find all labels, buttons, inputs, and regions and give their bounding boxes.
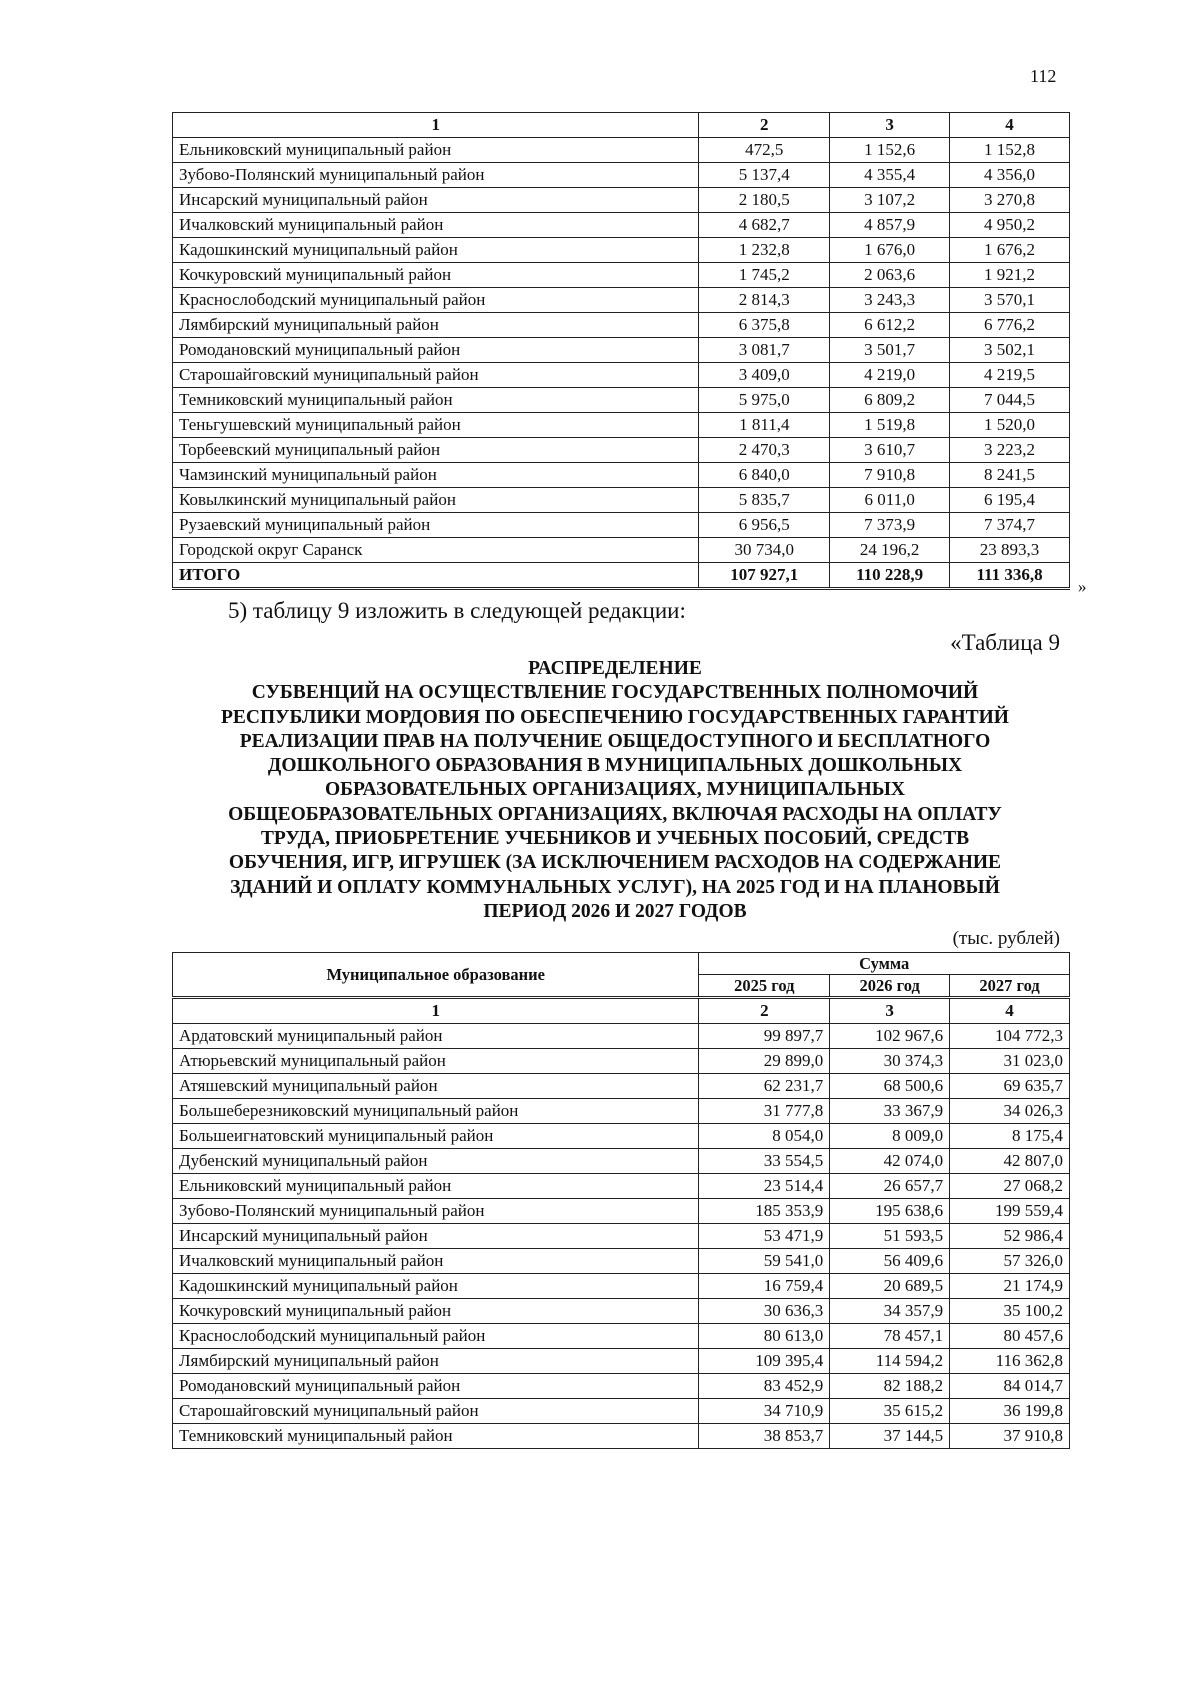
municipality-name: Большеберезниковский муниципальный район [173, 1099, 699, 1124]
amount-cell: 24 196,2 [830, 538, 950, 563]
amount-cell: 3 409,0 [699, 363, 830, 388]
amount-cell: 8 241,5 [950, 463, 1070, 488]
title-line: ОБУЧЕНИЯ, ИГР, ИГРУШЕК (ЗА ИСКЛЮЧЕНИЕМ РАСХОДОВ НА СОДЕРЖАНИЕ [228, 852, 1002, 874]
amount-cell: 2 814,3 [699, 288, 830, 313]
table-title [160, 657, 1070, 924]
amount-cell: 33 554,5 [699, 1149, 830, 1174]
municipality-name: Краснослободский муниципальный район [173, 288, 699, 313]
amount-cell: 4 682,7 [699, 213, 830, 238]
amount-cell: 6 011,0 [830, 488, 950, 513]
municipality-name: Инсарский муниципальный район [173, 1224, 699, 1249]
title-line: ОБЩЕОБРАЗОВАТЕЛЬНЫХ ОРГАНИЗАЦИЯХ, ВКЛЮЧАЯ РАСХОДЫ НА ОПЛАТУ [228, 803, 1002, 825]
column-number-row [173, 998, 1070, 1024]
table-row [173, 213, 1070, 238]
amount-cell: 3 270,8 [950, 188, 1070, 213]
title-line: ПЕРИОД 2026 И 2027 ГОДОВ [483, 900, 747, 922]
amount-cell: 3 243,3 [830, 288, 950, 313]
municipality-name: Ардатовский муниципальный район [173, 1024, 699, 1049]
amount-cell: 199 559,4 [950, 1199, 1070, 1224]
amount-cell: 3 502,1 [950, 338, 1070, 363]
municipality-name: Дубенский муниципальный район [173, 1149, 699, 1174]
column-number: 1 [173, 113, 699, 138]
title-line: ДОШКОЛЬНОГО ОБРАЗОВАНИЯ В МУНИЦИПАЛЬНЫХ ДОШКОЛЬНЫХ [267, 755, 963, 777]
column-number: 4 [950, 998, 1070, 1024]
amount-cell: 31 023,0 [950, 1049, 1070, 1074]
amount-cell: 99 897,7 [699, 1024, 830, 1049]
table-row [173, 538, 1070, 563]
municipality-name: Городской округ Саранск [173, 538, 699, 563]
title-line: ЗДАНИЙ И ОПЛАТУ КОММУНАЛЬНЫХ УСЛУГ), НА 2025 ГОД И НА ПЛАНОВЫЙ [230, 876, 1000, 898]
header-sum: Сумма [699, 953, 1070, 975]
column-number: 2 [699, 113, 830, 138]
amount-cell: 4 857,9 [830, 213, 950, 238]
amount-cell: 6 195,4 [950, 488, 1070, 513]
amount-cell: 16 759,4 [699, 1274, 830, 1299]
amount-cell: 27 068,2 [950, 1174, 1070, 1199]
table-row [173, 1399, 1070, 1424]
title-line: ОБРАЗОВАТЕЛЬНЫХ ОРГАНИЗАЦИЯХ, МУНИЦИПАЛЬНЫХ [325, 779, 905, 801]
amount-cell: 3 107,2 [830, 188, 950, 213]
amount-cell: 84 014,7 [950, 1374, 1070, 1399]
municipality-name: Ромодановский муниципальный район [173, 1374, 699, 1399]
amount-cell: 56 409,6 [830, 1249, 950, 1274]
table-row [173, 138, 1070, 163]
municipality-name: Ковылкинский муниципальный район [173, 488, 699, 513]
table-row [173, 238, 1070, 263]
municipality-name: Кочкуровский муниципальный район [173, 1299, 699, 1324]
amount-cell: 8 175,4 [950, 1124, 1070, 1149]
amount-cell: 34 710,9 [699, 1399, 830, 1424]
amount-cell: 30 374,3 [830, 1049, 950, 1074]
municipality-name: Чамзинский муниципальный район [173, 463, 699, 488]
municipality-name: Зубово-Полянский муниципальный район [173, 163, 699, 188]
table-9 [172, 952, 1070, 1449]
amount-cell: 1 811,4 [699, 413, 830, 438]
municipality-name: Атюрьевский муниципальный район [173, 1049, 699, 1074]
amount-cell: 33 367,9 [830, 1099, 950, 1124]
amount-cell: 42 807,0 [950, 1149, 1070, 1174]
amount-cell: 2 063,6 [830, 263, 950, 288]
table-row [173, 263, 1070, 288]
table-row [173, 188, 1070, 213]
amount-cell: 59 541,0 [699, 1249, 830, 1274]
table-row [173, 488, 1070, 513]
amount-cell: 114 594,2 [830, 1349, 950, 1374]
municipality-name: Инсарский муниципальный район [173, 188, 699, 213]
amount-cell: 26 657,7 [830, 1174, 950, 1199]
title-line: РЕАЛИЗАЦИИ ПРАВ НА ПОЛУЧЕНИЕ ОБЩЕДОСТУПНОГО И БЕСПЛАТНОГО [239, 730, 991, 752]
amount-cell: 1 520,0 [950, 413, 1070, 438]
municipality-name: Лямбирский муниципальный район [173, 313, 699, 338]
amount-cell: 5 137,4 [699, 163, 830, 188]
table-row [173, 1199, 1070, 1224]
amount-cell: 34 026,3 [950, 1099, 1070, 1124]
amount-cell: 36 199,8 [950, 1399, 1070, 1424]
amount-cell: 111 336,8 [950, 563, 1070, 589]
municipality-name: Ельниковский муниципальный район [173, 138, 699, 163]
column-number: 3 [830, 113, 950, 138]
table-row [173, 1424, 1070, 1449]
amount-cell: 2 180,5 [699, 188, 830, 213]
unit-label: (тыс. рублей) [952, 928, 1060, 949]
amount-cell: 52 986,4 [950, 1224, 1070, 1249]
amount-cell: 37 910,8 [950, 1424, 1070, 1449]
table-row [173, 1024, 1070, 1049]
table-row [173, 363, 1070, 388]
amount-cell: 6 612,2 [830, 313, 950, 338]
municipality-name: Темниковский муниципальный район [173, 388, 699, 413]
amount-cell: 472,5 [699, 138, 830, 163]
amount-cell: 7 373,9 [830, 513, 950, 538]
table-row [173, 438, 1070, 463]
municipality-name: Атяшевский муниципальный район [173, 1074, 699, 1099]
table-8-continuation [172, 112, 1070, 590]
amount-cell: 31 777,8 [699, 1099, 830, 1124]
amount-cell: 30 734,0 [699, 538, 830, 563]
amount-cell: 20 689,5 [830, 1274, 950, 1299]
table-label: «Таблица 9 [950, 630, 1060, 655]
amount-cell: 1 921,2 [950, 263, 1070, 288]
table-row [173, 1274, 1070, 1299]
table-row [173, 1174, 1070, 1199]
amount-cell: 8 054,0 [699, 1124, 830, 1149]
amount-cell: 3 570,1 [950, 288, 1070, 313]
amount-cell: 4 355,4 [830, 163, 950, 188]
column-number: 4 [950, 113, 1070, 138]
table-row [173, 1299, 1070, 1324]
table-row [173, 1374, 1070, 1399]
closing-quote: » [1078, 577, 1087, 596]
amount-cell: 109 395,4 [699, 1349, 830, 1374]
amount-cell: 38 853,7 [699, 1424, 830, 1449]
column-number: 3 [830, 998, 950, 1024]
header-year: 2027 год [950, 975, 1070, 998]
amount-cell: 102 967,6 [830, 1024, 950, 1049]
amount-cell: 6 956,5 [699, 513, 830, 538]
header-municipality: Муниципальное образование [173, 953, 699, 998]
title-line: РЕСПУБЛИКИ МОРДОВИЯ ПО ОБЕСПЕЧЕНИЮ ГОСУДАРСТВЕННЫХ ГАРАНТИЙ [221, 706, 1009, 728]
amount-cell: 42 074,0 [830, 1149, 950, 1174]
title-line: ТРУДА, ПРИОБРЕТЕНИЕ УЧЕБНИКОВ И УЧЕБНЫХ ПОСОБИЙ, СРЕДСТВ [260, 828, 970, 850]
amount-cell: 195 638,6 [830, 1199, 950, 1224]
amount-cell: 5 975,0 [699, 388, 830, 413]
table-row [173, 1224, 1070, 1249]
amount-cell: 6 809,2 [830, 388, 950, 413]
table-row [173, 513, 1070, 538]
table-row [173, 388, 1070, 413]
amount-cell: 80 613,0 [699, 1324, 830, 1349]
municipality-name: ИТОГО [173, 563, 699, 589]
amount-cell: 30 636,3 [699, 1299, 830, 1324]
amount-cell: 3 223,2 [950, 438, 1070, 463]
amount-cell: 185 353,9 [699, 1199, 830, 1224]
column-number-row [173, 113, 1070, 138]
amount-cell: 1 745,2 [699, 263, 830, 288]
amount-cell: 7 374,7 [950, 513, 1070, 538]
amount-cell: 1 676,0 [830, 238, 950, 263]
table-row [173, 1099, 1070, 1124]
table-row [173, 1149, 1070, 1174]
municipality-name: Лямбирский муниципальный район [173, 1349, 699, 1374]
header-year: 2025 год [699, 975, 830, 998]
amount-cell: 1 519,8 [830, 413, 950, 438]
municipality-name: Ромодановский муниципальный район [173, 338, 699, 363]
table-row [173, 1074, 1070, 1099]
amount-cell: 116 362,8 [950, 1349, 1070, 1374]
amount-cell: 1 232,8 [699, 238, 830, 263]
amount-cell: 35 100,2 [950, 1299, 1070, 1324]
amount-cell: 78 457,1 [830, 1324, 950, 1349]
amount-cell: 68 500,6 [830, 1074, 950, 1099]
amount-cell: 80 457,6 [950, 1324, 1070, 1349]
header-year: 2026 год [830, 975, 950, 998]
amount-cell: 23 893,3 [950, 538, 1070, 563]
municipality-name: Ельниковский муниципальный район [173, 1174, 699, 1199]
amount-cell: 6 375,8 [699, 313, 830, 338]
amount-cell: 3 501,7 [830, 338, 950, 363]
municipality-name: Ичалковский муниципальный район [173, 213, 699, 238]
amount-cell: 104 772,3 [950, 1024, 1070, 1049]
table-row [173, 288, 1070, 313]
amount-cell: 57 326,0 [950, 1249, 1070, 1274]
amount-cell: 62 231,7 [699, 1074, 830, 1099]
table-row [173, 1324, 1070, 1349]
amount-cell: 34 357,9 [830, 1299, 950, 1324]
table-row [173, 1249, 1070, 1274]
municipality-name: Старошайговский муниципальный район [173, 1399, 699, 1424]
amount-cell: 2 470,3 [699, 438, 830, 463]
column-number: 1 [173, 998, 699, 1024]
table-row [173, 313, 1070, 338]
amount-cell: 107 927,1 [699, 563, 830, 589]
table-row [173, 1124, 1070, 1149]
amount-cell: 6 776,2 [950, 313, 1070, 338]
table-row [173, 1349, 1070, 1374]
table-row [173, 1049, 1070, 1074]
amount-cell: 5 835,7 [699, 488, 830, 513]
table-row [173, 413, 1070, 438]
municipality-name: Старошайговский муниципальный район [173, 363, 699, 388]
amount-cell: 83 452,9 [699, 1374, 830, 1399]
municipality-name: Большеигнатовский муниципальный район [173, 1124, 699, 1149]
amount-cell: 6 840,0 [699, 463, 830, 488]
amount-cell: 1 152,6 [830, 138, 950, 163]
table-row [173, 338, 1070, 363]
amount-cell: 3 081,7 [699, 338, 830, 363]
municipality-name: Кочкуровский муниципальный район [173, 263, 699, 288]
municipality-name: Темниковский муниципальный район [173, 1424, 699, 1449]
amount-cell: 53 471,9 [699, 1224, 830, 1249]
amount-cell: 4 950,2 [950, 213, 1070, 238]
amount-cell: 8 009,0 [830, 1124, 950, 1149]
amount-cell: 4 219,0 [830, 363, 950, 388]
amount-cell: 110 228,9 [830, 563, 950, 589]
table-row [173, 463, 1070, 488]
column-number: 2 [699, 998, 830, 1024]
amount-cell: 7 044,5 [950, 388, 1070, 413]
municipality-name: Кадошкинский муниципальный район [173, 238, 699, 263]
amount-cell: 51 593,5 [830, 1224, 950, 1249]
municipality-name: Зубово-Полянский муниципальный район [173, 1199, 699, 1224]
amount-cell: 1 152,8 [950, 138, 1070, 163]
amount-cell: 35 615,2 [830, 1399, 950, 1424]
title-line: СУБВЕНЦИЙ НА ОСУЩЕСТВЛЕНИЕ ГОСУДАРСТВЕННЫХ ПОЛНОМОЧИЙ [251, 682, 979, 704]
municipality-name: Ичалковский муниципальный район [173, 1249, 699, 1274]
amount-cell: 21 174,9 [950, 1274, 1070, 1299]
header-row [173, 953, 1070, 975]
total-row [173, 563, 1070, 589]
page-number: 112 [1030, 66, 1057, 86]
amount-cell: 69 635,7 [950, 1074, 1070, 1099]
amount-cell: 4 219,5 [950, 363, 1070, 388]
amount-cell: 7 910,8 [830, 463, 950, 488]
amount-cell: 82 188,2 [830, 1374, 950, 1399]
amount-cell: 37 144,5 [830, 1424, 950, 1449]
amount-cell: 29 899,0 [699, 1049, 830, 1074]
municipality-name: Краснослободский муниципальный район [173, 1324, 699, 1349]
municipality-name: Теньгушевский муниципальный район [173, 413, 699, 438]
amendment-paragraph: 5) таблицу 9 изложить в следующей редакции: [228, 598, 686, 623]
municipality-name: Торбеевский муниципальный район [173, 438, 699, 463]
title-line: РАСПРЕДЕЛЕНИЕ [528, 658, 702, 679]
amount-cell: 3 610,7 [830, 438, 950, 463]
amount-cell: 23 514,4 [699, 1174, 830, 1199]
amount-cell: 1 676,2 [950, 238, 1070, 263]
table-row [173, 163, 1070, 188]
amount-cell: 4 356,0 [950, 163, 1070, 188]
municipality-name: Кадошкинский муниципальный район [173, 1274, 699, 1299]
municipality-name: Рузаевский муниципальный район [173, 513, 699, 538]
